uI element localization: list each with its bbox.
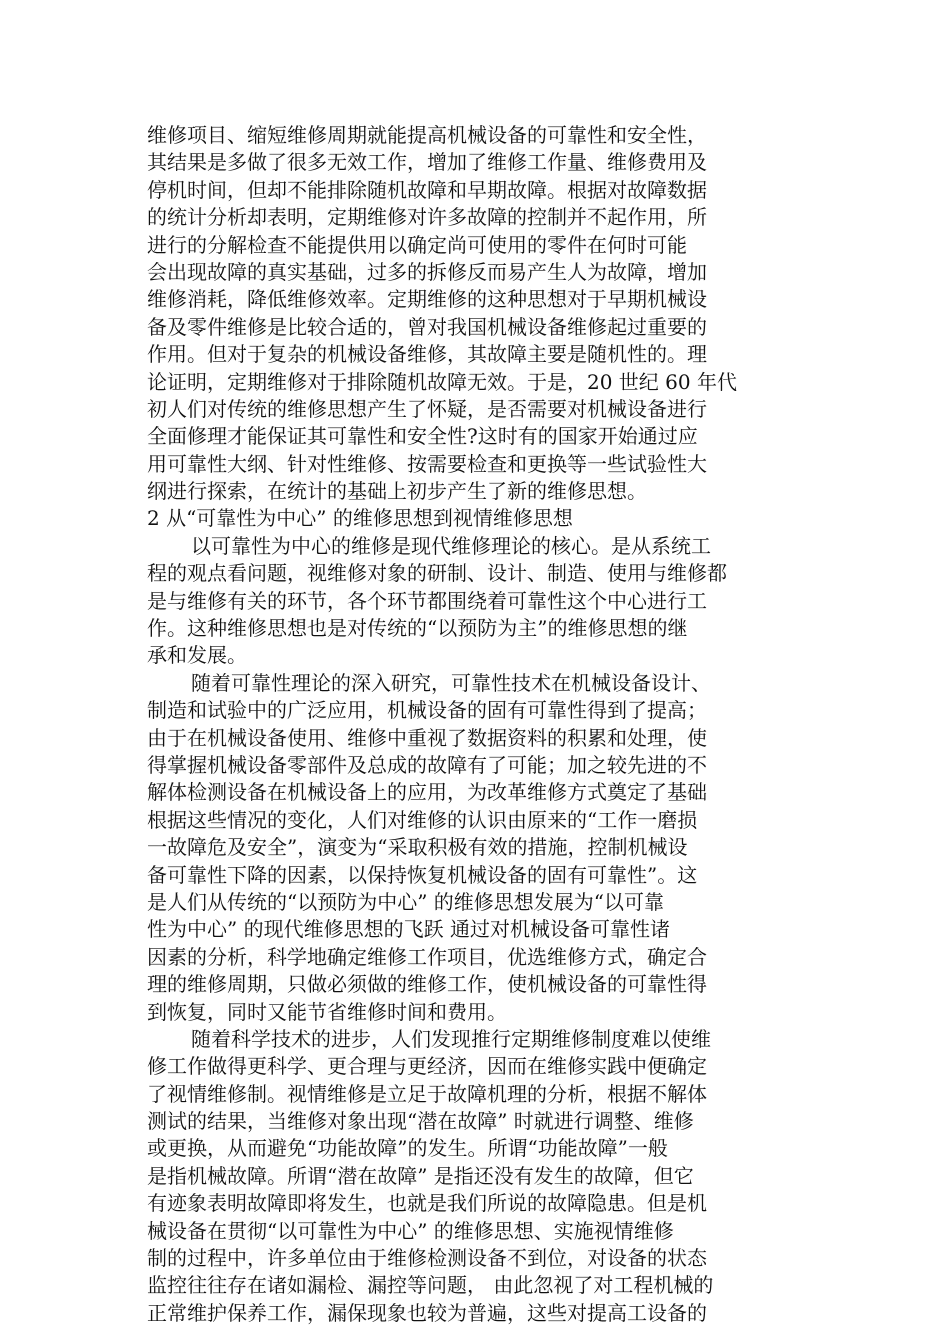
text-line: 以可靠性为中心的维修是现代维修理论的核心。是从系统工 <box>191 533 711 558</box>
paragraph-condition-based-maintenance <box>147 1026 809 1327</box>
text-line: 会出现故障的真实基础，过多的拆修反而易产生人为故障，增加 <box>147 259 707 284</box>
text-line: 修工作做得更科学、更合理与更经济，因而在维修实践中便确定 <box>147 1054 707 1079</box>
text-line: 得掌握机械设备零部件及总成的故障有了可能；加之较先进的不 <box>147 752 707 777</box>
text-line: 是指机械故障。所谓“潜在故障” 是指还没有发生的故障，但它 <box>147 1163 694 1188</box>
text-line: 的统计分析却表明，定期维修对许多故障的控制并不起作用，所 <box>147 205 707 230</box>
text-line: 因素的分析，科学地确定维修工作项目，优选维修方式，确定合 <box>147 944 707 969</box>
section-heading: 2 从“可靠性为中心” 的维修思想到视情维修思想 <box>147 506 573 531</box>
text-line: 随着科学技术的进步，人们发现推行定期维修制度难以使维 <box>191 1026 711 1051</box>
text-line: 性为中心” 的现代维修思想的飞跃 通过对机械设备可靠性诸 <box>147 917 670 942</box>
text-line: 测试的结果，当维修对象出现“潜在故障” 时就进行调整、维修 <box>147 1109 694 1134</box>
text-line: 备可靠性下降的因素，以保持恢复机械设备的固有可靠性”。这 <box>147 862 698 887</box>
text-line: 初人们对传统的维修思想产生了怀疑，是否需要对机械设备进行 <box>147 396 707 421</box>
text-line: 是与维修有关的环节，各个环节都围绕着可靠性这个中心进行工 <box>147 588 707 613</box>
text-line: 制造和试验中的广泛应用，机械设备的固有可靠性得到了提高； <box>147 698 707 723</box>
text-line: 作。这种维修思想也是对传统的“以预防为主”的维修思想的继 <box>147 616 688 641</box>
text-line: 监控往往存在诸如漏检、漏控等问题， 由此忽视了对工程机械的 <box>147 1273 714 1298</box>
text-line: 承和发展。 <box>147 643 247 668</box>
text-line: 解体检测设备在机械设备上的应用，为改革维修方式奠定了基础 <box>147 780 707 805</box>
text-line: 随着可靠性理论的深入研究，可靠性技术在机械设备设计、 <box>191 670 711 695</box>
text-line: 理的维修周期，只做必须做的维修工作，使机械设备的可靠性得 <box>147 972 707 997</box>
text-line: 作用。但对于复杂的机械设备维修，其故障主要是随机性的。理 <box>147 342 707 367</box>
text-line: 用可靠性大纲、针对性维修、按需要检查和更换等一些试验性大 <box>147 451 707 476</box>
text-line: 根据这些情况的变化，人们对维修的认识由原来的“工作一磨损 <box>147 807 698 832</box>
text-line: 是人们从传统的“以预防为中心” 的维修思想发展为“以可靠 <box>147 889 665 914</box>
text-line: 维修项目、缩短维修周期就能提高机械设备的可靠性和安全性， <box>147 123 707 147</box>
text-line: 一故障危及安全”，演变为“采取积极有效的措施，控制机械设 <box>147 835 688 860</box>
text-line: 全面修理才能保证其可靠性和安全性?这时有的国家开始通过应 <box>147 424 698 449</box>
text-line: 纲进行探索，在统计的基础上初步产生了新的维修思想。 <box>147 479 647 504</box>
text-line: 论证明，定期维修对于排除随机故障无效。于是，20 世纪 60 年代 <box>147 369 737 394</box>
text-line: 到恢复，同时又能节省维修时间和费用。 <box>147 999 507 1024</box>
paragraph-rcm-core <box>147 533 809 670</box>
text-line: 备及零件维修是比较合适的，曾对我国机械设备维修起过重要的 <box>147 314 707 339</box>
text-line: 或更换，从而避免“功能故障”的发生。所谓“功能故障”一般 <box>147 1136 668 1161</box>
paragraph-reliability-research <box>147 670 809 1026</box>
text-line: 了视情维修制。视情维修是立足于故障机理的分析，根据不解体 <box>147 1081 707 1106</box>
text-line: 正常维护保养工作，漏保现象也较为普遍，这些对提高工设备的 <box>147 1300 707 1325</box>
paragraph-continued <box>147 122 809 505</box>
text-line: 制的过程中，许多单位由于维修检测设备不到位，对设备的状态 <box>147 1246 707 1271</box>
text-line: 停机时间，但却不能排除随机故障和早期故障。根据对故障数据 <box>147 177 707 202</box>
text-line: 其结果是多做了很多无效工作，增加了维修工作量、维修费用及 <box>147 150 707 175</box>
document-body <box>147 122 809 1327</box>
text-line: 维修消耗，降低维修效率。定期维修的这种思想对于早期机械设 <box>147 287 707 312</box>
text-line: 进行的分解检查不能提供用以确定尚可使用的零件在何时可能 <box>147 232 687 257</box>
text-line: 程的观点看问题，视维修对象的研制、设计、制造、使用与维修都 <box>147 561 727 586</box>
text-line: 有迹象表明故障即将发生，也就是我们所说的故障隐患。但是机 <box>147 1191 707 1216</box>
text-line: 由于在机械设备使用、维修中重视了数据资料的积累和处理，使 <box>147 725 707 750</box>
text-line: 械设备在贯彻“以可靠性为中心” 的维修思想、实施视情维修 <box>147 1218 674 1243</box>
